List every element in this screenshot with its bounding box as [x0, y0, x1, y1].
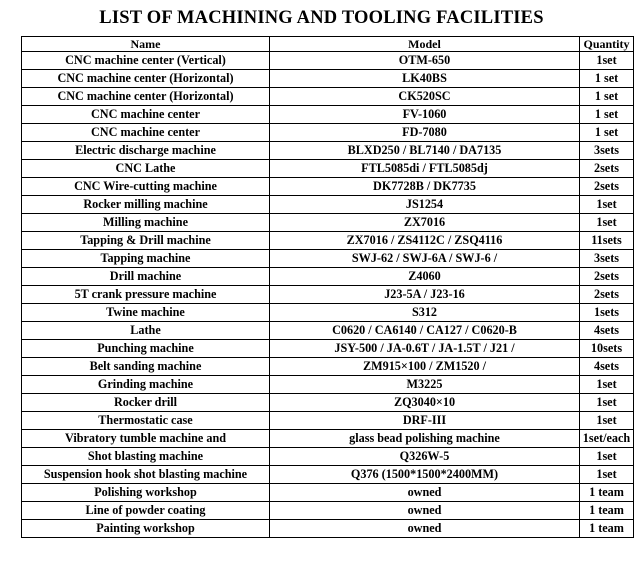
quantity-cell: 11sets — [580, 232, 634, 250]
quantity-cell: 2sets — [580, 286, 634, 304]
machine-name-cell: Electric discharge machine — [22, 142, 270, 160]
quantity-cell: 1set — [580, 214, 634, 232]
table-row — [22, 394, 634, 412]
model-cell: SWJ-62 / SWJ-6A / SWJ-6 / — [270, 250, 580, 268]
model-cell: owned — [270, 484, 580, 502]
model-cell: glass bead polishing machine — [270, 430, 580, 448]
table-row — [22, 160, 634, 178]
document-title: LIST OF MACHINING AND TOOLING FACILITIES — [99, 8, 544, 28]
machine-name-cell: Shot blasting machine — [22, 448, 270, 466]
machine-name-cell: Milling machine — [22, 214, 270, 232]
quantity-cell: 1set — [580, 412, 634, 430]
model-cell: M3225 — [270, 376, 580, 394]
quantity-cell: 1set — [580, 394, 634, 412]
header-row — [22, 37, 634, 52]
model-cell: owned — [270, 502, 580, 520]
table-row — [22, 196, 634, 214]
quantity-cell: 1 team — [580, 502, 634, 520]
machine-name-cell: Drill machine — [22, 268, 270, 286]
column-header-name: Name — [22, 37, 270, 52]
machine-name-cell: Vibratory tumble machine and — [22, 430, 270, 448]
machine-name-cell: Polishing workshop — [22, 484, 270, 502]
quantity-cell: 1set — [580, 466, 634, 484]
quantity-cell: 1set — [580, 448, 634, 466]
quantity-cell: 10sets — [580, 340, 634, 358]
quantity-cell: 1 team — [580, 520, 634, 538]
quantity-cell: 1sets — [580, 304, 634, 322]
table-row — [22, 412, 634, 430]
table-body — [22, 52, 634, 538]
model-cell: BLXD250 / BL7140 / DA7135 — [270, 142, 580, 160]
machine-name-cell: CNC Lathe — [22, 160, 270, 178]
table-row — [22, 286, 634, 304]
quantity-cell: 4sets — [580, 358, 634, 376]
machine-name-cell: Suspension hook shot blasting machine — [22, 466, 270, 484]
machine-name-cell: CNC Wire-cutting machine — [22, 178, 270, 196]
table-row — [22, 376, 634, 394]
machine-name-cell: CNC machine center (Horizontal) — [22, 88, 270, 106]
column-header-model: Model — [270, 37, 580, 52]
table-row — [22, 304, 634, 322]
model-cell: JS1254 — [270, 196, 580, 214]
model-cell: ZX7016 / ZS4112C / ZSQ4116 — [270, 232, 580, 250]
machine-name-cell: Lathe — [22, 322, 270, 340]
table-row — [22, 268, 634, 286]
quantity-cell: 2sets — [580, 178, 634, 196]
table-row — [22, 520, 634, 538]
model-cell: FTL5085di / FTL5085dj — [270, 160, 580, 178]
quantity-cell: 1set/each — [580, 430, 634, 448]
model-cell: OTM-650 — [270, 52, 580, 70]
table-row — [22, 466, 634, 484]
machine-name-cell: Grinding machine — [22, 376, 270, 394]
model-cell: FD-7080 — [270, 124, 580, 142]
model-cell: FV-1060 — [270, 106, 580, 124]
machine-name-cell: Twine machine — [22, 304, 270, 322]
table-row — [22, 88, 634, 106]
quantity-cell: 1 set — [580, 106, 634, 124]
table-row — [22, 52, 634, 70]
table-row — [22, 430, 634, 448]
model-cell: DK7728B / DK7735 — [270, 178, 580, 196]
model-cell: J23-5A / J23-16 — [270, 286, 580, 304]
table-row — [22, 178, 634, 196]
model-cell: S312 — [270, 304, 580, 322]
quantity-cell: 2sets — [580, 160, 634, 178]
machine-name-cell: CNC machine center — [22, 124, 270, 142]
table-row — [22, 502, 634, 520]
table-row — [22, 250, 634, 268]
table-row — [22, 340, 634, 358]
quantity-cell: 2sets — [580, 268, 634, 286]
machine-name-cell: Punching machine — [22, 340, 270, 358]
quantity-cell: 3sets — [580, 250, 634, 268]
model-cell: Q326W-5 — [270, 448, 580, 466]
model-cell: owned — [270, 520, 580, 538]
model-cell: ZQ3040×10 — [270, 394, 580, 412]
model-cell: ZX7016 — [270, 214, 580, 232]
table-row — [22, 70, 634, 88]
model-cell: ZM915×100 / ZM1520 / — [270, 358, 580, 376]
model-cell: DRF-III — [270, 412, 580, 430]
quantity-cell: 1set — [580, 52, 634, 70]
model-cell: JSY-500 / JA-0.6T / JA-1.5T / J21 / — [270, 340, 580, 358]
quantity-cell: 3sets — [580, 142, 634, 160]
machine-name-cell: CNC machine center (Horizontal) — [22, 70, 270, 88]
quantity-cell: 1set — [580, 376, 634, 394]
table-row — [22, 358, 634, 376]
machine-name-cell: Rocker drill — [22, 394, 270, 412]
quantity-cell: 1 set — [580, 88, 634, 106]
quantity-cell: 1 set — [580, 124, 634, 142]
machine-name-cell: Painting workshop — [22, 520, 270, 538]
machine-name-cell: Thermostatic case — [22, 412, 270, 430]
machine-name-cell: Tapping machine — [22, 250, 270, 268]
machine-name-cell: 5T crank pressure machine — [22, 286, 270, 304]
table-header — [22, 37, 634, 52]
model-cell: LK40BS — [270, 70, 580, 88]
machine-name-cell: CNC machine center (Vertical) — [22, 52, 270, 70]
machine-name-cell: Line of powder coating — [22, 502, 270, 520]
table-row — [22, 124, 634, 142]
machine-name-cell: Tapping & Drill machine — [22, 232, 270, 250]
machine-name-cell: CNC machine center — [22, 106, 270, 124]
table-row — [22, 142, 634, 160]
quantity-cell: 4sets — [580, 322, 634, 340]
facilities-table — [21, 36, 634, 538]
table-row — [22, 322, 634, 340]
table-row — [22, 106, 634, 124]
model-cell: Z4060 — [270, 268, 580, 286]
table-row — [22, 232, 634, 250]
table-row — [22, 214, 634, 232]
model-cell: C0620 / CA6140 / CA127 / C0620-B — [270, 322, 580, 340]
quantity-cell: 1set — [580, 196, 634, 214]
model-cell: Q376 (1500*1500*2400MM) — [270, 466, 580, 484]
machine-name-cell: Belt sanding machine — [22, 358, 270, 376]
table-row — [22, 448, 634, 466]
column-header-quantity: Quantity — [580, 37, 634, 52]
machine-name-cell: Rocker milling machine — [22, 196, 270, 214]
table-row — [22, 484, 634, 502]
quantity-cell: 1 team — [580, 484, 634, 502]
quantity-cell: 1 set — [580, 70, 634, 88]
model-cell: CK520SC — [270, 88, 580, 106]
